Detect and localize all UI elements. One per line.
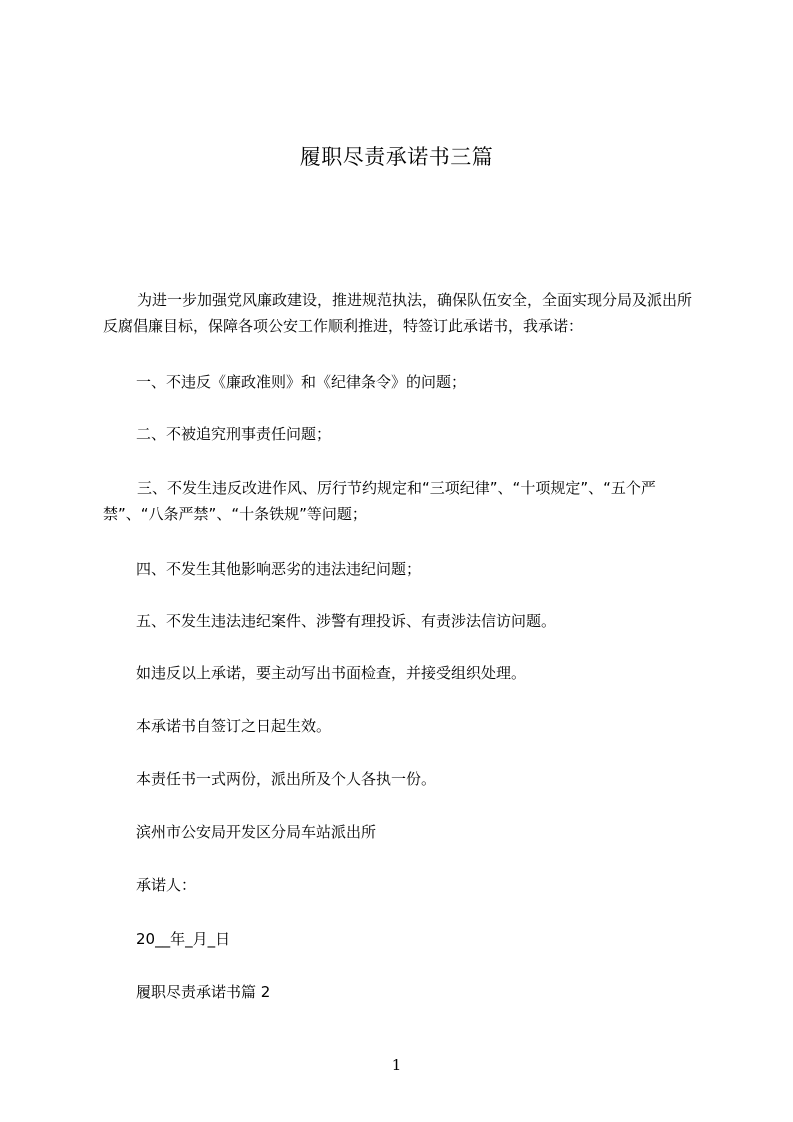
- violation-clause: 如违反以上承诺，要主动写出书面检查，并接受组织处理。: [136, 664, 527, 682]
- commitment-item-5: 五、不发生违法违纪案件、涉警有理投诉、有责涉法信访问题。: [136, 612, 557, 630]
- intro-paragraph: 为进一步加强党风廉政建设，推进规范执法，确保队伍安全，全面实现分局及派出所反腐倡廉目标，保障各项公安工作顺利推进，特签订此承诺书，我承诺：: [103, 291, 693, 335]
- copies-clause: 本责任书一式两份，派出所及个人各执一份。: [136, 770, 437, 788]
- organization-name: 滨州市公安局开发区分局车站派出所: [136, 823, 377, 841]
- next-section-heading: 履职尽责承诺书篇 2: [136, 983, 271, 1001]
- signatory-label: 承诺人：: [136, 876, 197, 894]
- commitment-item-1: 一、不违反《廉政准则》和《纪律条令》的问题；: [136, 373, 467, 391]
- page-number: 1: [391, 1056, 402, 1074]
- effective-clause: 本承诺书自签订之日起生效。: [136, 717, 332, 735]
- commitment-item-2: 二、不被追究刑事责任问题；: [136, 425, 332, 443]
- document-title: 履职尽责承诺书三篇: [299, 145, 494, 169]
- commitment-item-3: 三、不发生违反改进作风、厉行节约规定和“三项纪律”、“十项规定”、“五个严禁”、“八条严禁”、“十条铁规”等问题；: [103, 479, 656, 523]
- commitment-item-4: 四、不发生其他影响恶劣的违法违纪问题；: [136, 560, 422, 578]
- date-line: 20__年_月_日: [136, 930, 231, 948]
